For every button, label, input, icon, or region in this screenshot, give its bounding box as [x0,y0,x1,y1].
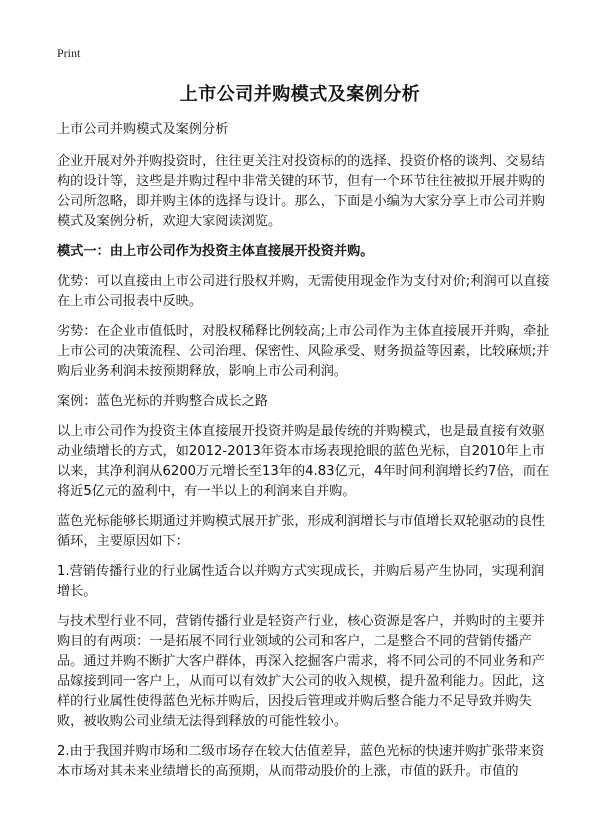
print-link[interactable]: Print [57,46,81,60]
case-paragraph-2: 蓝色光标能够长期通过并购模式展开扩张，形成利润增长与市值增长双轮驱动的良性循环，主要原因如下： [57,514,545,549]
advantage-paragraph: 优势：可以直接由上市公司进行股权并购，无需使用现金作为支付对价;利润可以直接在上市公司报表中反映。 [57,274,550,309]
case-label: 案例：蓝色光标的并购整合成长之路 [57,394,268,409]
document-subtitle: 上市公司并购模式及案例分析 [57,122,229,137]
intro-paragraph: 企业开展对外并购投资时，往往更关注对投资标的的选择、投资价格的谈判、交易结构的设计等，这些是并购过程中非常关键的环节，但有一个环节往往被拟开展并购的公司所忽略，即并购主体的选择与设计。那么，下面是小编为大家分享上市公司并购模式及案例分析，欢迎大家阅读浏览。 [57,154,545,229]
mode1-heading: 模式一：由上市公司作为投资主体直接展开投资并购。 [57,244,374,259]
document-title: 上市公司并购模式及案例分析 [179,84,421,105]
case-paragraph-1: 以上市公司作为投资主体直接展开投资并购是最传统的并购模式，也是最直接有效驱动业绩增长的方式，如2012-2013年资本市场表现抢眼的蓝色光标，自2010年上市以来，其净利润从6200万元增长至13年的4.83亿元，4年时间利润增长约7倍，而在将近5亿元的盈利中，有一半以上的利润来自并购。 [57,424,550,499]
reason-1-detail: 与技术型行业不同，营销传播行业是轻资产行业，核心资源是客户，并购时的主要并购目的有两项：一是拓展不同行业领域的公司和客户，二是整合不同的营销传播产品。通过并购不断扩大客户群体，再深入挖掘客户需求，将不同公司的不同业务和产品嫁接到同一客户上，从而可以有效扩大公司的收入规模，提升盈利能力。因此，这样的行业属性使得蓝色光标并购后，因投后管理或并购后整合能力不足导致并购失败，被收购公司业绩无法得到释放的可能性较小。 [57,614,545,729]
reason-1: 1.营销传播行业的行业属性适合以并购方式实现成长，并购后易产生协同，实现利润增长。 [57,564,545,599]
reason-2: 2.由于我国并购市场和二级市场存在较大估值差异，蓝色光标的快速并购扩张带来资本市场对其未来业绩增长的高预期，从而带动股价的上涨，市值的跃升。市值的 [57,744,545,779]
document-body [57,120,550,792]
disadvantage-paragraph: 劣势：在企业市值低时，对股权稀释比例较高;上市公司作为主体直接展开并购，牵扯上市公司的决策流程、公司治理、保密性、风险承受、财务损益等因素，比较麻烦;并购后业务利润未按预期释放，影响上市公司利润。 [57,324,550,379]
